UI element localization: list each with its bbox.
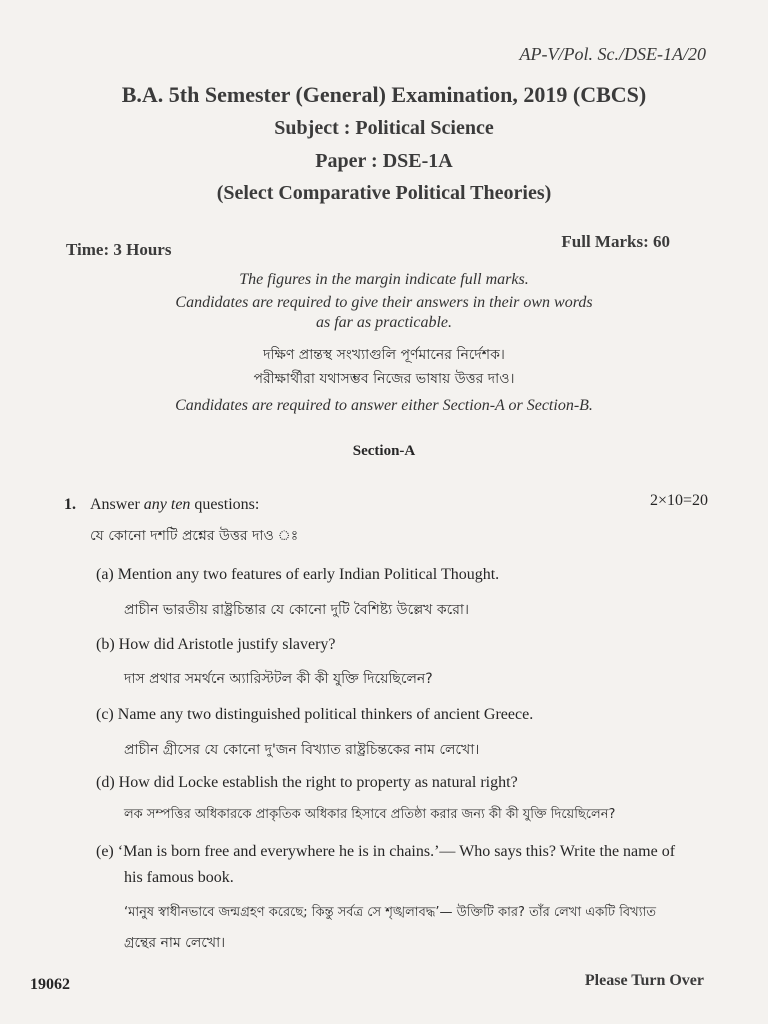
prompt-after: questions: [190, 496, 260, 513]
question-item-e-bengali-continued: গ্রন্থের নাম লেখো। [124, 935, 226, 951]
paper-code: AP-V/Pol. Sc./DSE-1A/20 [519, 44, 706, 64]
time-allowed: Time: 3 Hours [66, 240, 172, 259]
item-text: How did Aristotle justify slavery? [118, 636, 336, 653]
section-heading: Section-A [352, 443, 416, 459]
paper-title: Paper : DSE-1A [315, 150, 453, 172]
prompt-emphasis: any ten [143, 496, 191, 513]
question-item-b-bengali: দাস প্রথার সমর্থনে অ্যারিস্টটল কী কী যুক্তি দিয়েছিলেন? [124, 671, 433, 687]
item-label: (c) [96, 706, 114, 723]
question-item-c-bengali: প্রাচীন গ্রীসের যে কোনো দু'জন বিখ্যাত রাষ্ট্রচিন্তকের নাম লেখো। [124, 742, 480, 758]
question-item-a-bengali: প্রাচীন ভারতীয় রাষ্ট্রচিন্তার যে কোনো দুটি বৈশিষ্ট্য উল্লেখ করো। [124, 602, 470, 618]
item-label: (e) [96, 843, 114, 860]
item-text: How did Locke establish the right to property as natural right? [118, 774, 518, 791]
instruction-bengali-1: দক্ষিণ প্রান্তস্থ সংখ্যাগুলি পূর্ণমানের নির্দেশক। [263, 347, 505, 363]
item-text: Name any two distinguished political thinkers of ancient Greece. [117, 706, 534, 723]
prompt-before: Answer [90, 496, 144, 513]
question-item-d-bengali: লক সম্পত্তির অধিকারকে প্রাকৃতিক অধিকার হিসাবে প্রতিষ্ঠা করার জন্য কী কী যুক্তি দিয়েছিলেন? [124, 807, 616, 822]
item-text: ‘Man is born free and everywhere he is in chains.’— Who says this? Write the name of [117, 843, 676, 860]
subject-title: Subject : Political Science [274, 117, 494, 139]
item-label: (a) [96, 566, 114, 583]
please-turn-over: Please Turn Over [584, 972, 704, 989]
question-item-e [96, 843, 675, 861]
exam-title: B.A. 5th Semester (General) Examination, 2019 (CBCS) [121, 82, 647, 107]
footer-code: 19062 [30, 976, 70, 993]
question-prompt [90, 496, 259, 514]
item-label: (d) [96, 774, 115, 791]
full-marks: Full Marks: 60 [561, 232, 670, 251]
question-item-b [96, 636, 336, 654]
question-item-d [96, 774, 518, 792]
instruction-bengali-2: পরীক্ষার্থীরা যথাসম্ভব নিজের ভাষায় উত্তর দাও। [253, 371, 515, 387]
instruction-line-1: The figures in the margin indicate full marks. [239, 271, 529, 288]
question-item-a [96, 566, 499, 584]
question-marks: 2×10=20 [649, 492, 708, 509]
question-number: 1. [64, 496, 76, 513]
question-prompt-bengali: যে কোনো দশটি প্রশ্নের উত্তর দাও ঃ [90, 528, 299, 544]
paper-subtitle: (Select Comparative Political Theories) [216, 182, 552, 204]
item-text: Mention any two features of early Indian Political Thought. [117, 566, 500, 583]
question-item-c [96, 706, 533, 724]
instruction-line-4: Candidates are required to answer either Section-A or Section-B. [175, 397, 593, 414]
item-label: (b) [96, 636, 115, 653]
question-item-e-continued: his famous book. [124, 869, 234, 886]
instruction-line-3: as far as practicable. [316, 314, 452, 331]
instruction-line-2: Candidates are required to give their answers in their own words [175, 294, 593, 311]
question-item-e-bengali: ‘মানুষ স্বাধীনভাবে জন্মগ্রহণ করেছে; কিন্তু সর্বত্র সে শৃঙ্খলাবদ্ধ’— উক্তিটি কার? তাঁর লেখা একটি বিখ্যাত [124, 905, 656, 920]
